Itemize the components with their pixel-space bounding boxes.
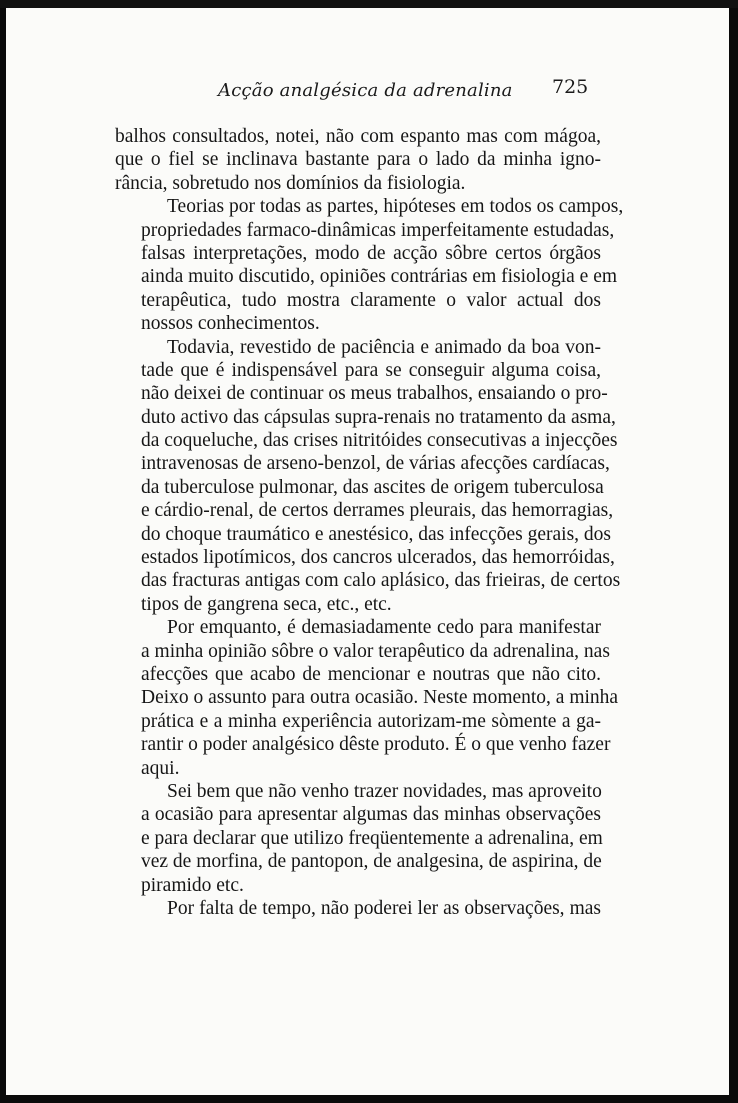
- text-line: do choque traumático e anestésico, das infecções gerais, dos: [141, 523, 611, 545]
- text-line: rância, sobretudo nos domínios da fisiologia.: [115, 172, 466, 194]
- text-line: afecções que acabo de mencionar e noutras que não cito.: [141, 663, 601, 685]
- text-line: tipos de gangrena seca, etc., etc.: [141, 593, 392, 615]
- text-line: Teorias por todas as partes, hipóteses em todos os campos,: [167, 196, 624, 218]
- text-line: duto activo das cápsulas supra-renais no tratamento da asma,: [141, 406, 616, 428]
- text-line: das fracturas antigas com calo aplásico, das frieiras, de certos: [141, 570, 621, 592]
- text-line: falsas interpretações, modo de acção sôbre certos órgãos: [141, 242, 601, 264]
- text-line: a ocasião para apresentar algumas das minhas observações: [141, 804, 601, 826]
- text-line: e para declarar que utilizo freqüentemente a adrenalina, em: [141, 827, 603, 849]
- text-line: não deixei de continuar os meus trabalhos, ensaiando o pro-: [141, 383, 608, 405]
- text-line: rantir o poder analgésico dêste produto. É o que venho fazer: [141, 734, 611, 756]
- text-line: tade que é indispensável para se conseguir alguma coisa,: [141, 359, 601, 381]
- paragraph: [115, 125, 601, 195]
- text-line: piramido etc.: [141, 874, 244, 896]
- text-line: Deixo o assunto para outra ocasião. Neste momento, a minha: [141, 687, 619, 709]
- text-line: Por falta de tempo, não poderei ler as observações, mas: [167, 897, 601, 919]
- page-number: 725: [552, 76, 589, 98]
- text-line: Por emquanto, é demasiadamente cedo para manifestar: [167, 617, 601, 639]
- text-line: nossos conhecimentos.: [141, 313, 320, 335]
- text-line: vez de morfina, de pantopon, de analgesina, de aspirina, de: [141, 851, 602, 873]
- text-line: e cárdio-renal, de certos derrames pleurais, das hemorragias,: [141, 500, 614, 522]
- text-line: terapêutica, tudo mostra claramente o valor actual dos: [141, 289, 601, 311]
- page-header: [6, 78, 729, 108]
- paragraph: [115, 336, 621, 617]
- text-line: propriedades farmaco-dinâmicas imperfeitamente estudadas,: [141, 219, 615, 241]
- paragraph: [115, 616, 619, 780]
- text-line: que o fiel se inclinava bastante para o lado da minha igno-: [115, 149, 601, 171]
- text-line: balhos consultados, notei, não com espanto mas com mágoa,: [115, 126, 601, 147]
- text-line: intravenosas de arseno-benzol, de várias afecções cardíacas,: [141, 453, 610, 475]
- text-line: estados lipotímicos, dos cancros ulcerados, das hemorróidas,: [141, 547, 615, 569]
- text-line: prática e a minha experiência autorizam-me sòmente a ga-: [141, 710, 601, 732]
- text-line: Todavia, revestido de paciência e animado da boa von-: [167, 336, 601, 358]
- body-text: [115, 125, 624, 920]
- book-page: [6, 8, 729, 1095]
- text-line: Sei bem que não venho trazer novidades, mas aproveito: [167, 780, 602, 802]
- text-line: a minha opinião sôbre o valor terapêutico da adrenalina, nas: [141, 640, 610, 662]
- running-title: Acção analgésica da adrenalina: [218, 80, 513, 101]
- text-line: aqui.: [141, 757, 180, 779]
- text-line: ainda muito discutido, opiniões contrárias em fisiologia e em: [141, 266, 618, 288]
- text-line: da coqueluche, das crises nitritóides consecutivas a injecções: [141, 430, 618, 452]
- text-line: da tuberculose pulmonar, das ascites de origem tuberculosa: [141, 476, 604, 498]
- paragraph: [115, 897, 601, 920]
- scan-border: [0, 0, 738, 8]
- paragraph: [115, 780, 601, 897]
- paragraph: [115, 195, 624, 335]
